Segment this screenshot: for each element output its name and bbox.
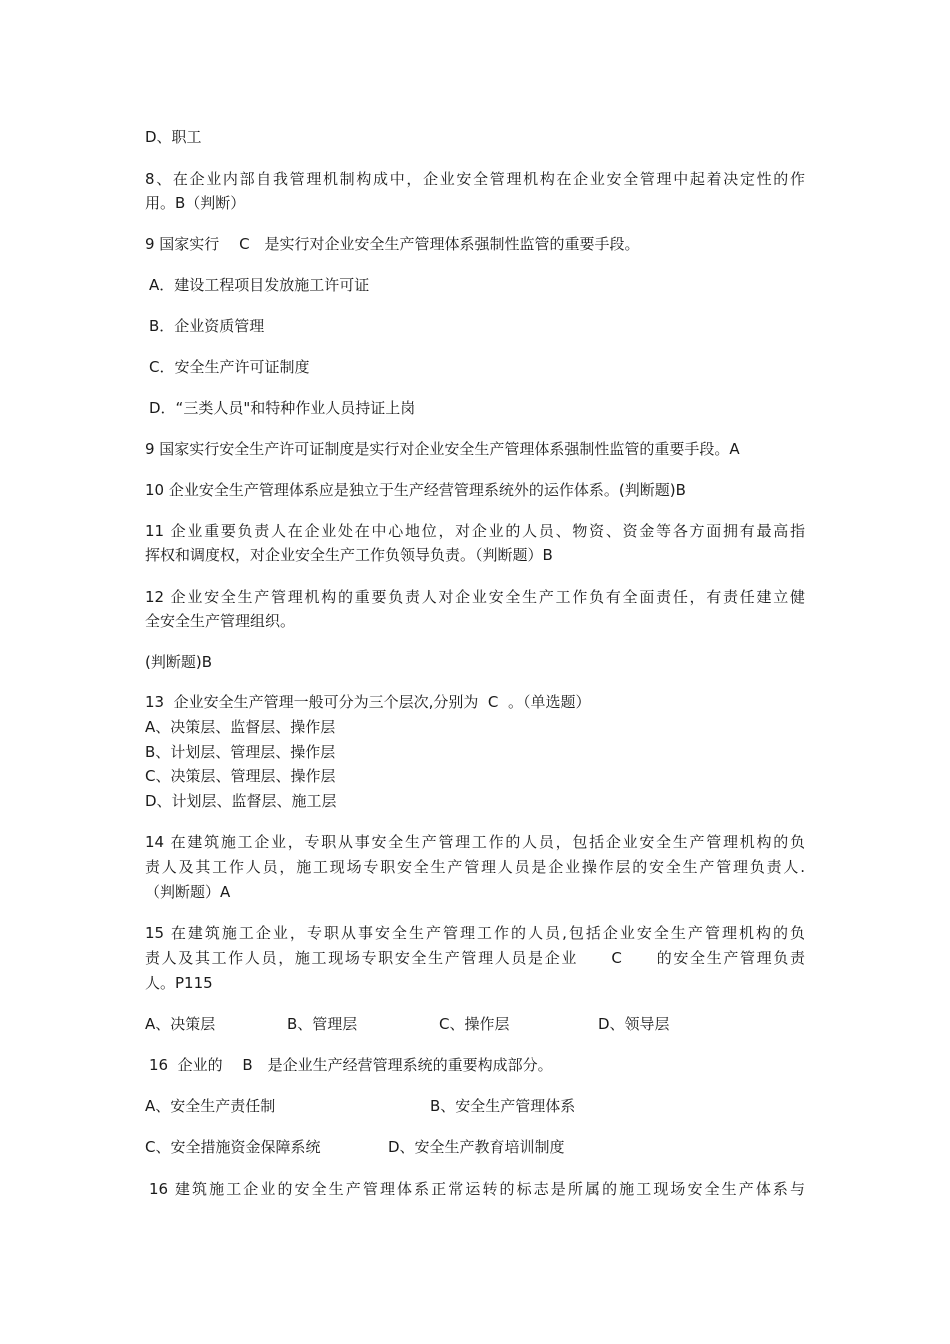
question-12-line-1: 12 企业安全生产管理机构的重要负责人对企业安全生产工作负有全面责任，有责任建立健 bbox=[145, 588, 805, 606]
question-13: 13 企业安全生产管理一般可分为三个层次,分别为 C 。（单选题） bbox=[145, 693, 591, 711]
question-15-line-1: 15 在建筑施工企业，专职从事安全生产管理工作的人员,包括企业安全生产管理机构的负 bbox=[145, 924, 805, 942]
question-16-statement: 16 建筑施工企业的安全生产管理体系正常运转的标志是所属的施工现场安全生产体系与 bbox=[149, 1180, 805, 1198]
question-15-option-a: A、决策层 bbox=[145, 1015, 216, 1033]
question-8-line-1: 8、在企业内部自我管理机制构成中，企业安全管理机构在企业安全管理中起着决定性的作 bbox=[145, 170, 805, 188]
question-9-option-d: D．“三类人员"和特种作业人员持证上岗 bbox=[149, 399, 416, 417]
question-16-option-b: B、安全生产管理体系 bbox=[430, 1097, 576, 1115]
question-12-line-2: 全安全生产管理组织。 bbox=[145, 612, 296, 630]
question-9-option-c: C．安全生产许可证制度 bbox=[149, 358, 310, 376]
question-9-option-a: A．建设工程项目发放施工许可证 bbox=[149, 276, 370, 294]
question-13-option-c: C、决策层、管理层、操作层 bbox=[145, 767, 336, 785]
question-16: 16 企业的 B 是企业生产经营管理系统的重要构成部分。 bbox=[149, 1056, 553, 1074]
question-15-option-b: B、管理层 bbox=[287, 1015, 358, 1033]
question-9: 9 国家实行 C 是实行对企业安全生产管理体系强制性监管的重要手段。 bbox=[145, 235, 640, 253]
question-13-option-b: B、计划层、管理层、操作层 bbox=[145, 743, 336, 761]
question-15-option-c: C、操作层 bbox=[439, 1015, 510, 1033]
question-15-line-3: 人。P115 bbox=[145, 974, 213, 992]
question-15-option-d: D、领导层 bbox=[598, 1015, 670, 1033]
question-13-option-d: D、计划层、监督层、施工层 bbox=[145, 792, 337, 810]
question-16-option-d: D、安全生产教育培训制度 bbox=[388, 1138, 565, 1156]
question-13-option-a: A、决策层、监督层、操作层 bbox=[145, 718, 336, 736]
question-14-line-2: 责人及其工作人员，施工现场专职安全生产管理人员是企业操作层的安全生产管理负责人. bbox=[145, 858, 805, 876]
question-8-line-2: 用。B（判断） bbox=[145, 194, 246, 212]
question-16-option-a: A、安全生产责任制 bbox=[145, 1097, 276, 1115]
option-line: D、职工 bbox=[145, 128, 202, 146]
question-9-statement: 9 国家实行安全生产许可证制度是实行对企业安全生产管理体系强制性监管的重要手段。A bbox=[145, 440, 740, 458]
question-14-line-1: 14 在建筑施工企业，专职从事安全生产管理工作的人员，包括企业安全生产管理机构的负 bbox=[145, 833, 805, 851]
question-16-option-c: C、安全措施资金保障系统 bbox=[145, 1138, 321, 1156]
question-9-option-b: B．企业资质管理 bbox=[149, 317, 265, 335]
question-10: 10 企业安全生产管理体系应是独立于生产经营管理系统外的运作体系。(判断题)B bbox=[145, 481, 686, 499]
question-11-line-1: 11 企业重要负责人在企业处在中心地位，对企业的人员、物资、资金等各方面拥有最高指 bbox=[145, 522, 805, 540]
question-12-line-3: (判断题)B bbox=[145, 653, 212, 671]
question-11-line-2: 挥权和调度权，对企业安全生产工作负领导负责。（判断题）B bbox=[145, 546, 553, 564]
question-15-line-2: 责人及其工作人员，施工现场专职安全生产管理人员是企业 C 的安全生产管理负责 bbox=[145, 949, 805, 967]
question-14-line-3: （判断题）A bbox=[145, 883, 231, 901]
